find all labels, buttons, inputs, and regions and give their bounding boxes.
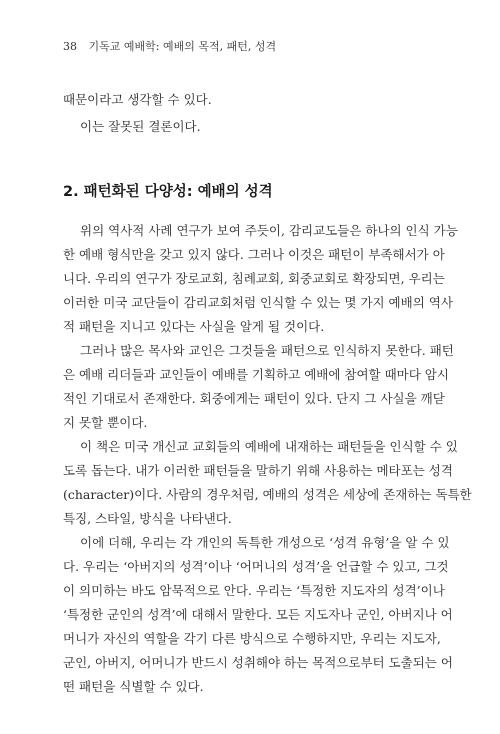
running-header — [63, 38, 276, 54]
body-line: 이에 더해, 우리는 각 개인의 독특한 개성으로 ‘성격 유형’을 알 수 있 — [80, 535, 450, 550]
body-line: 이러한 미국 교단들이 감리교회처럼 인식할 수 있는 몇 가지 예배의 역사 — [63, 295, 453, 310]
body-line: 적 패턴을 지니고 있다는 사실을 알게 될 것이다. — [63, 319, 325, 334]
body-line: 다. 우리는 ‘아버지의 성격’이나 ‘어머니의 성격’을 언급할 수 있고, 그것 — [63, 559, 449, 574]
body-line: 니다. 우리의 연구가 장로교회, 침례교회, 회중교회로 확장되면, 우리는 — [63, 271, 445, 286]
body-line: 위의 역사적 사례 연구가 보여 주듯이, 감리교도들은 하나의 인식 가능 — [80, 223, 458, 238]
section-heading: 2. 패턴화된 다양성: 예배의 성격 — [63, 184, 273, 200]
body-line: 지 못할 뿐이다. — [63, 415, 148, 430]
body-line: 떤 패턴을 식별할 수 있다. — [63, 679, 204, 694]
body-line: (character)이다. 사람의 경우처럼, 예배의 성격은 세상에 존재하는 독특한 — [63, 487, 472, 502]
body-line: 특징, 스타일, 방식을 나타낸다. — [63, 511, 232, 526]
body-line: 한 예배 형식만을 갖고 있지 않다. 그러나 이것은 패턴이 부족해서가 아 — [63, 247, 445, 262]
body-line: 이 책은 미국 개신교 교회들의 예배에 내재하는 패턴들을 인식할 수 있 — [80, 439, 458, 454]
body-line: 도록 돕는다. 내가 이러한 패턴들을 말하기 위해 사용하는 메타포는 성격 — [63, 463, 453, 478]
body-line: 군인, 아버지, 어머니가 반드시 성취해야 하는 목적으로부터 도출되는 어 — [63, 655, 453, 670]
body-line: 그러나 많은 목사와 교인은 그것들을 패턴으로 인식하지 못한다. 패턴 — [80, 343, 454, 358]
body-line: ‘특정한 군인의 성격’에 대해서 말한다. 모든 지도자나 군인, 아버지나 어 — [63, 607, 453, 622]
intro-line: 이는 잘못된 결론이다. — [80, 119, 201, 134]
intro-line: 때문이라고 생각할 수 있다. — [63, 92, 212, 107]
body-line: 은 예배 리더들과 교인들이 예배를 기획하고 예배에 참여할 때마다 암시 — [63, 367, 449, 382]
body-line: 적인 기대로서 존재한다. 회중에게는 패턴이 있다. 단지 그 사실을 깨닫 — [63, 391, 445, 406]
body-line: 머니가 자신의 역할을 각기 다른 방식으로 수행하지만, 우리는 지도자, — [63, 631, 441, 646]
running-title: 기독교 예배학: 예배의 목적, 패턴, 성격 — [88, 40, 277, 53]
body-line: 이 의미하는 바도 암묵적으로 안다. 우리는 ‘특정한 지도자의 성격’이나 — [63, 583, 445, 598]
page-number: 38 — [63, 40, 77, 53]
